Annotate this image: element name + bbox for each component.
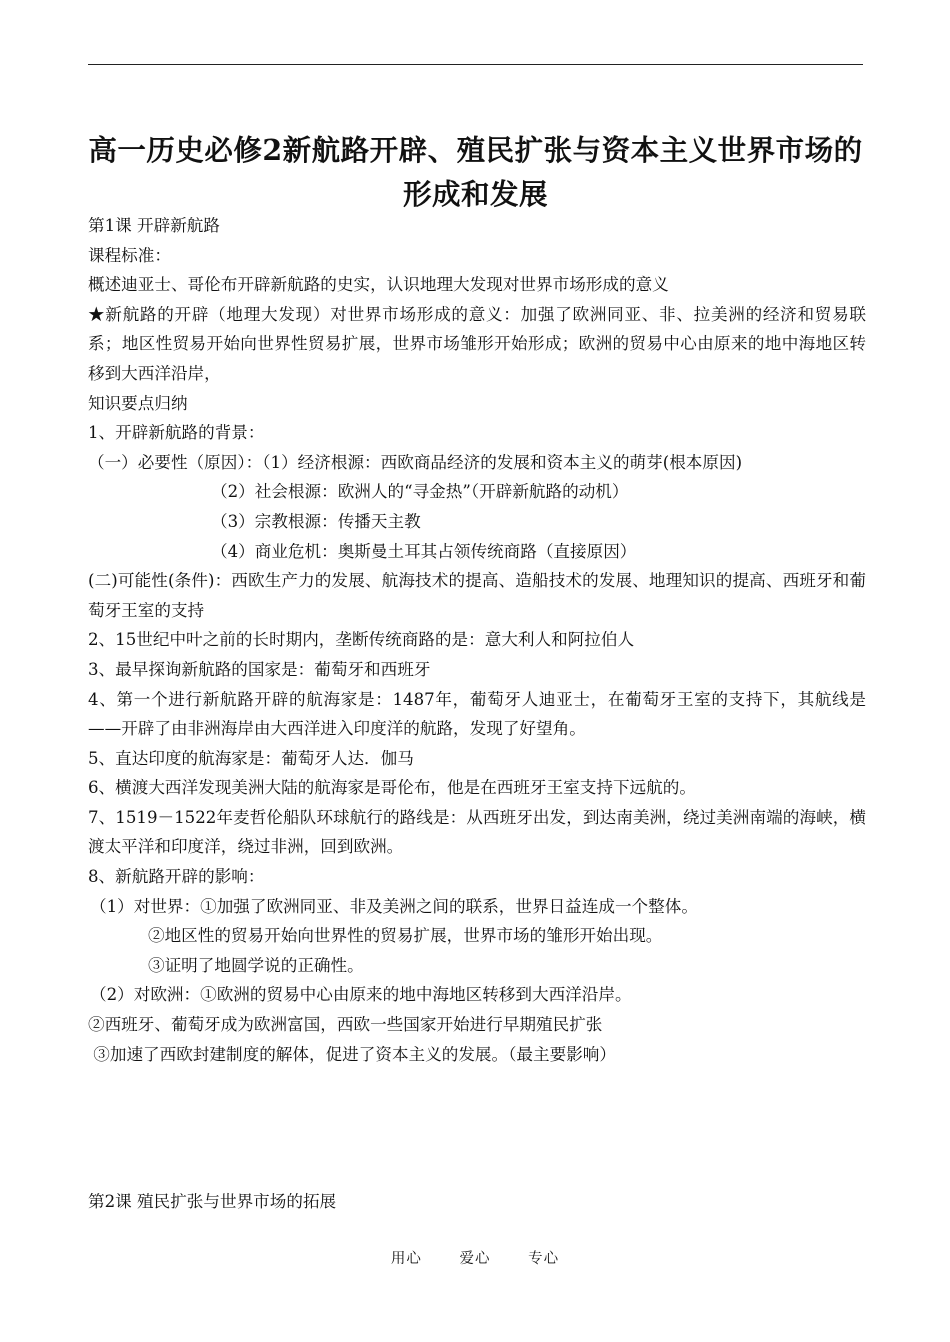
necessity-social: （2）社会根源：欧洲人的“寻金热”（开辟新航路的动机） <box>211 482 629 502</box>
point-7: 7、1519－1522年麦哲伦船队环球航行的路线是：从西班牙出发，到达南美洲，绕过美洲南端的海峡，横渡太平洋和印度洋，绕过非洲，回到欧洲。 <box>88 807 866 857</box>
point-6: 6、横渡大西洋发现美洲大陆的航海家是哥伦布，他是在西班牙王室支持下远航的。 <box>88 778 696 798</box>
significance-paragraph: ★新航路的开辟（地理大发现）对世界市场形成的意义：加强了欧洲同亚、非、拉美洲的经济和贸易联系；地区性贸易开始向世界性贸易扩展，世界市场雏形开始形成；欧洲的贸易中心由原来的地中海地区转移到大西洋沿岸， <box>88 304 866 383</box>
point-5: 5、直达印度的航海家是：葡萄牙人达．伽马 <box>88 748 414 768</box>
impact-world-3: ③证明了地圆学说的正确性。 <box>148 955 364 975</box>
necessity-religious: （3）宗教根源：传播天主教 <box>211 511 421 531</box>
course-standard-label: 课程标准： <box>88 245 171 265</box>
impact-europe-3: ③加速了西欧封建制度的解体，促进了资本主义的发展。（最主要影响） <box>88 1044 616 1064</box>
title-line-2: 形成和发展 <box>402 177 548 211</box>
footer-word-3: 专心 <box>528 1251 560 1267</box>
necessity-economic: （一）必要性（原因）：（1）经济根源：西欧商品经济的发展和资本主义的萌芽(根本原因) <box>88 452 743 472</box>
point-2: 2、15世纪中叶之前的长时期内，垄断传统商路的是：意大利人和阿拉伯人 <box>88 630 635 650</box>
point-3: 3、最早探询新航路的国家是：葡萄牙和西班牙 <box>88 659 431 679</box>
footer-word-2: 爱心 <box>459 1251 491 1267</box>
lesson-2-heading: 第2课 殖民扩张与世界市场的拓展 <box>88 1192 337 1212</box>
lesson-1-heading: 第1课 开辟新航路 <box>88 216 220 235</box>
footer-word-1: 用心 <box>390 1251 422 1267</box>
necessity-commercial: （4）商业危机：奥斯曼土耳其占领传统商路（直接原因） <box>211 541 637 561</box>
key-points-heading: 知识要点归纳 <box>88 393 188 413</box>
possibility-paragraph: (二)可能性(条件)：西欧生产力的发展、航海技术的提高、造船技术的发展、地理知识的提高、西班牙和葡萄牙王室的支持 <box>88 571 866 620</box>
blank-space <box>88 1069 866 1187</box>
course-standard-text: 概述迪亚士、哥伦布开辟新航路的史实，认识地理大发现对世界市场形成的意义 <box>88 275 669 295</box>
document-title <box>88 128 863 216</box>
impact-europe-1: （2）对欧洲：①欧洲的贸易中心由原来的地中海地区转移到大西洋沿岸。 <box>90 985 632 1005</box>
page-footer <box>0 1247 950 1268</box>
point-8-heading: 8、新航路开辟的影响： <box>88 867 265 887</box>
header-rule <box>88 64 863 65</box>
point-4: 4、第一个进行新航路开辟的航海家是：1487年，葡萄牙人迪亚士，在葡萄牙王室的支持下，其航线是——开辟了由非洲海岸由大西洋进入印度洋的航路，发现了好望角。 <box>88 689 866 739</box>
impact-world-2: ②地区性的贸易开始向世界性的贸易扩展，世界市场的雏形开始出现。 <box>148 926 663 946</box>
impact-world-1: （1）对世界：①加强了欧洲同亚、非及美洲之间的联系，世界日益连成一个整体。 <box>90 896 698 916</box>
title-line-1: 高一历史必修2新航路开辟、殖民扩张与资本主义世界市场的 <box>88 133 863 167</box>
impact-europe-2: ②西班牙、葡萄牙成为欧洲富国，西欧一些国家开始进行早期殖民扩张 <box>88 1015 603 1035</box>
document-body <box>88 211 866 1217</box>
background-heading: 1、开辟新航路的背景： <box>88 423 265 443</box>
